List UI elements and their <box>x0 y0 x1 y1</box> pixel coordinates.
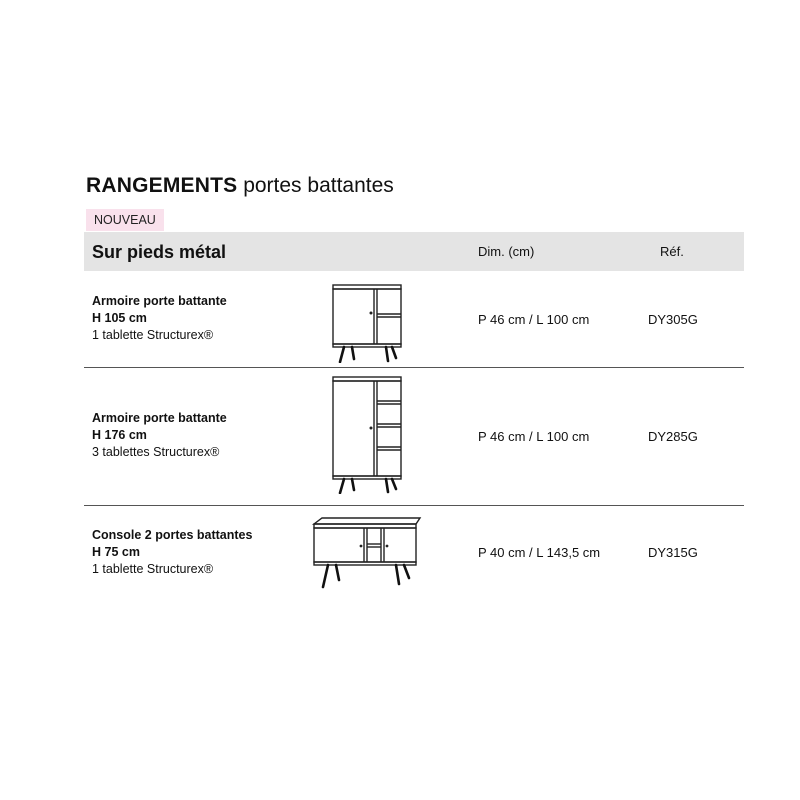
product-description <box>92 293 227 344</box>
product-dimensions: P 46 cm / L 100 cm <box>478 429 590 444</box>
product-detail: 1 tablette Structurex® <box>92 562 214 576</box>
product-name: Armoire porte battante <box>92 411 227 425</box>
section-title: Sur pieds métal <box>92 242 227 262</box>
product-row <box>84 368 744 505</box>
page-title <box>86 173 394 199</box>
product-height: H 105 cm <box>92 311 147 325</box>
product-reference: DY285G <box>648 429 698 444</box>
section-header <box>84 232 744 271</box>
product-height: H 75 cm <box>92 545 140 559</box>
product-description <box>92 410 227 461</box>
product-row <box>84 506 744 596</box>
title-light: portes battantes <box>243 174 394 197</box>
cabinet-short-icon <box>330 283 406 363</box>
product-reference: DY305G <box>648 312 698 327</box>
product-name: Armoire porte battante <box>92 294 227 308</box>
product-height: H 176 cm <box>92 428 147 442</box>
new-badge: NOUVEAU <box>86 209 164 231</box>
product-detail: 3 tablettes Structurex® <box>92 445 220 459</box>
cabinet-tall-icon <box>330 376 406 494</box>
product-description <box>92 527 252 578</box>
console-icon <box>310 516 424 592</box>
product-dimensions: P 40 cm / L 143,5 cm <box>478 545 601 560</box>
title-bold: RANGEMENTS <box>86 174 238 197</box>
product-detail: 1 tablette Structurex® <box>92 328 214 342</box>
column-header-reference: Réf. <box>660 244 684 259</box>
column-header-dimensions: Dim. (cm) <box>478 244 535 259</box>
product-reference: DY315G <box>648 545 698 560</box>
product-name: Console 2 portes battantes <box>92 528 253 542</box>
product-dimensions: P 46 cm / L 100 cm <box>478 312 590 327</box>
product-row <box>84 272 744 367</box>
